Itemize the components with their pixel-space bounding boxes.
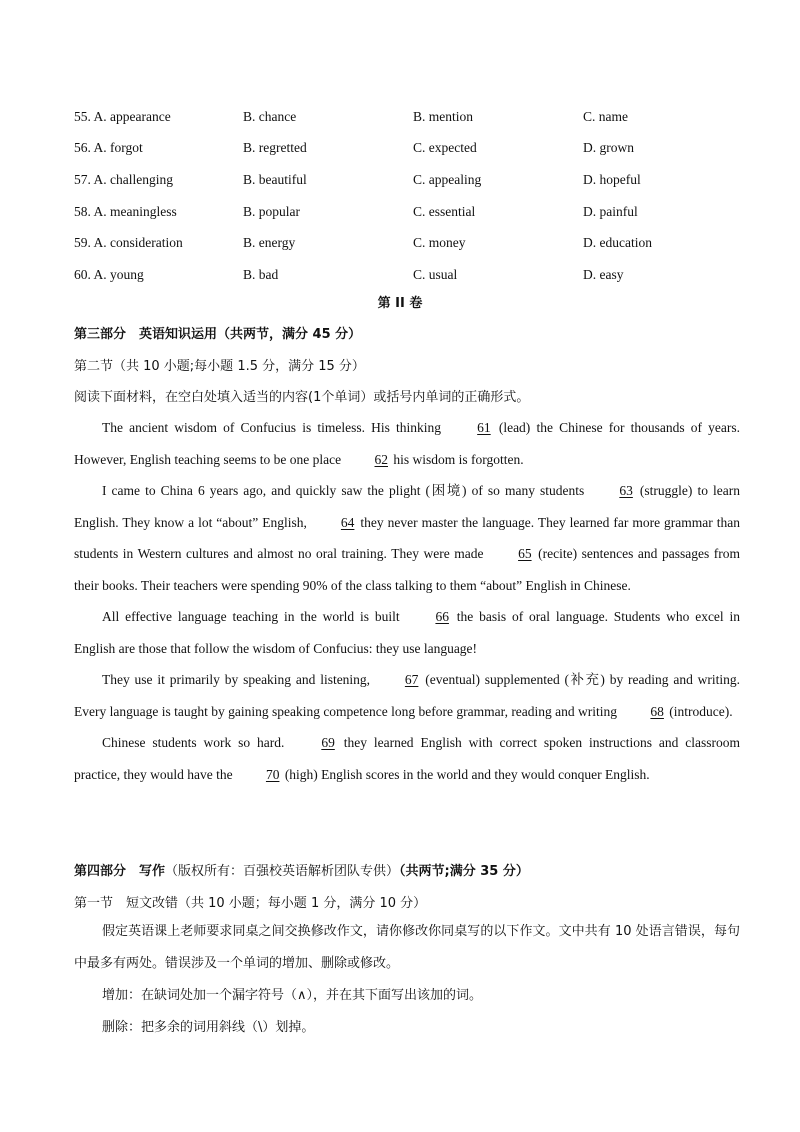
- paragraph-text: (eventual) supplemented (补充) by reading and writing. Every language is taught by gaining speaking competence long before grammar, reading and writing: [74, 672, 741, 719]
- passage-paragraph-2: [74, 475, 740, 601]
- option-c: B. mention: [413, 108, 473, 124]
- blank-68: 68: [650, 703, 664, 719]
- passage-paragraph-1: [74, 412, 740, 475]
- blank-64: 64: [340, 514, 355, 530]
- option-d: D. easy: [583, 266, 624, 282]
- part3-title: 第三部分 英语知识运用（共两节，满分 45 分）: [74, 327, 362, 342]
- option-d: D. hopeful: [583, 171, 641, 187]
- option-b: B. energy: [243, 235, 296, 251]
- paragraph-text: they never master the language. They learned far more grammar than students in Western cultures and almost no oral training. They were made: [74, 514, 741, 561]
- part4-title-main: 第四部分 写作: [74, 864, 166, 879]
- option-d: D. grown: [583, 140, 634, 156]
- paragraph-text: they learned English with correct spoken instructions and classroom practice, they would have the: [74, 735, 740, 782]
- option-row-55: [74, 101, 754, 133]
- option-row-58: [74, 196, 754, 228]
- paragraph-text: The ancient wisdom of Confucius is timeless. His thinking: [102, 420, 442, 435]
- passage: [74, 412, 740, 790]
- option-d: D. education: [583, 235, 652, 251]
- paragraph-text: Chinese students work so hard.: [102, 735, 285, 750]
- blank-62: 62: [374, 451, 388, 467]
- options-table: [74, 101, 754, 291]
- option-b: B. regretted: [243, 140, 307, 156]
- option-row-60: [74, 259, 754, 291]
- part4-delete-rule: 删除：把多余的词用斜线（\）划掉。: [102, 1020, 315, 1035]
- paragraph-text: (recite) sentences and passages from their books. Their teachers were spending 90% of the class talking to them “about” English in Chinese.: [74, 546, 741, 593]
- part4-section1: 第一节 短文改错（共 10 小题；每小题 1 分，满分 10 分）: [74, 896, 427, 911]
- option-c: C. expected: [413, 140, 477, 156]
- blank-63: 63: [619, 483, 633, 498]
- option-a: 60. A. young: [74, 266, 144, 282]
- part3-instruction: 阅读下面材料，在空白处填入适当的内容(1个单词）或括号内单词的正确形式。: [74, 390, 530, 405]
- option-c: C. usual: [413, 266, 458, 282]
- blank-69: 69: [321, 735, 335, 750]
- part4-body: [74, 916, 740, 1044]
- option-a: 58. A. meaningless: [74, 203, 177, 219]
- paragraph-text: the basis of oral language. Students who excel in English are those that follow the wisdom of Confucius: they use language!: [74, 609, 741, 656]
- option-row-56: [74, 133, 754, 165]
- paragraph-text: (introduce).: [669, 703, 733, 719]
- blank-70: 70: [265, 766, 280, 782]
- option-a: 55. A. appearance: [74, 108, 171, 124]
- paragraph-text: (struggle) to learn English. They know a lot “about” English,: [74, 483, 741, 530]
- paragraph-text: (high) English scores in the world and they would conquer English.: [284, 766, 650, 782]
- volume-title: 第 II 卷: [377, 296, 423, 311]
- passage-paragraph-4: [74, 664, 740, 727]
- option-b: B. beautiful: [243, 171, 307, 187]
- paragraph-text: his wisdom is forgotten.: [393, 451, 524, 467]
- blank-65: 65: [518, 546, 532, 561]
- option-row-57: [74, 164, 754, 196]
- option-a: 57. A. challenging: [74, 171, 173, 187]
- paragraph-text: All effective language teaching in the world is built: [102, 609, 400, 624]
- paragraph-text: (lead) the Chinese for thousands of years. However, English teaching seems to be one place: [74, 420, 741, 467]
- part4-intro: 假定英语课上老师要求同桌之间交换修改作文，请你修改你同桌写的以下作文。文中共有 10 处语言错误，每句中最多有两处。错误涉及一个单词的增加、删除或修改。: [74, 924, 740, 971]
- option-b: B. popular: [243, 203, 300, 219]
- option-d: C. name: [583, 108, 628, 124]
- passage-paragraph-3: [74, 601, 740, 664]
- option-a: 56. A. forgot: [74, 140, 143, 156]
- option-c: C. money: [413, 235, 466, 251]
- option-row-59: [74, 227, 754, 259]
- part4-add-rule: 增加：在缺词处加一个漏字符号（∧），并在其下面写出该加的词。: [102, 988, 483, 1003]
- option-c: C. essential: [413, 203, 476, 219]
- part4-copyright: （版权所有：百强校英语解析团队专供）: [165, 864, 400, 879]
- paragraph-text: I came to China 6 years ago, and quickly saw the plight (困境) of so many students: [102, 483, 585, 498]
- option-c: C. appealing: [413, 171, 482, 187]
- part3-section2: 第二节（共 10 小题;每小题 1.5 分，满分 15 分）: [74, 359, 365, 374]
- part4-title: [74, 860, 529, 879]
- option-b: B. bad: [243, 266, 279, 282]
- passage-paragraph-5: [74, 727, 740, 790]
- blank-61: 61: [477, 420, 491, 435]
- option-d: D. painful: [583, 203, 638, 219]
- part4-score: （共两节;满分 35 分）: [399, 864, 529, 879]
- blank-67: 67: [404, 672, 419, 687]
- option-a: 59. A. consideration: [74, 235, 183, 251]
- paragraph-text: They use it primarily by speaking and listening,: [102, 672, 371, 687]
- blank-66: 66: [435, 609, 449, 624]
- option-b: B. chance: [243, 108, 297, 124]
